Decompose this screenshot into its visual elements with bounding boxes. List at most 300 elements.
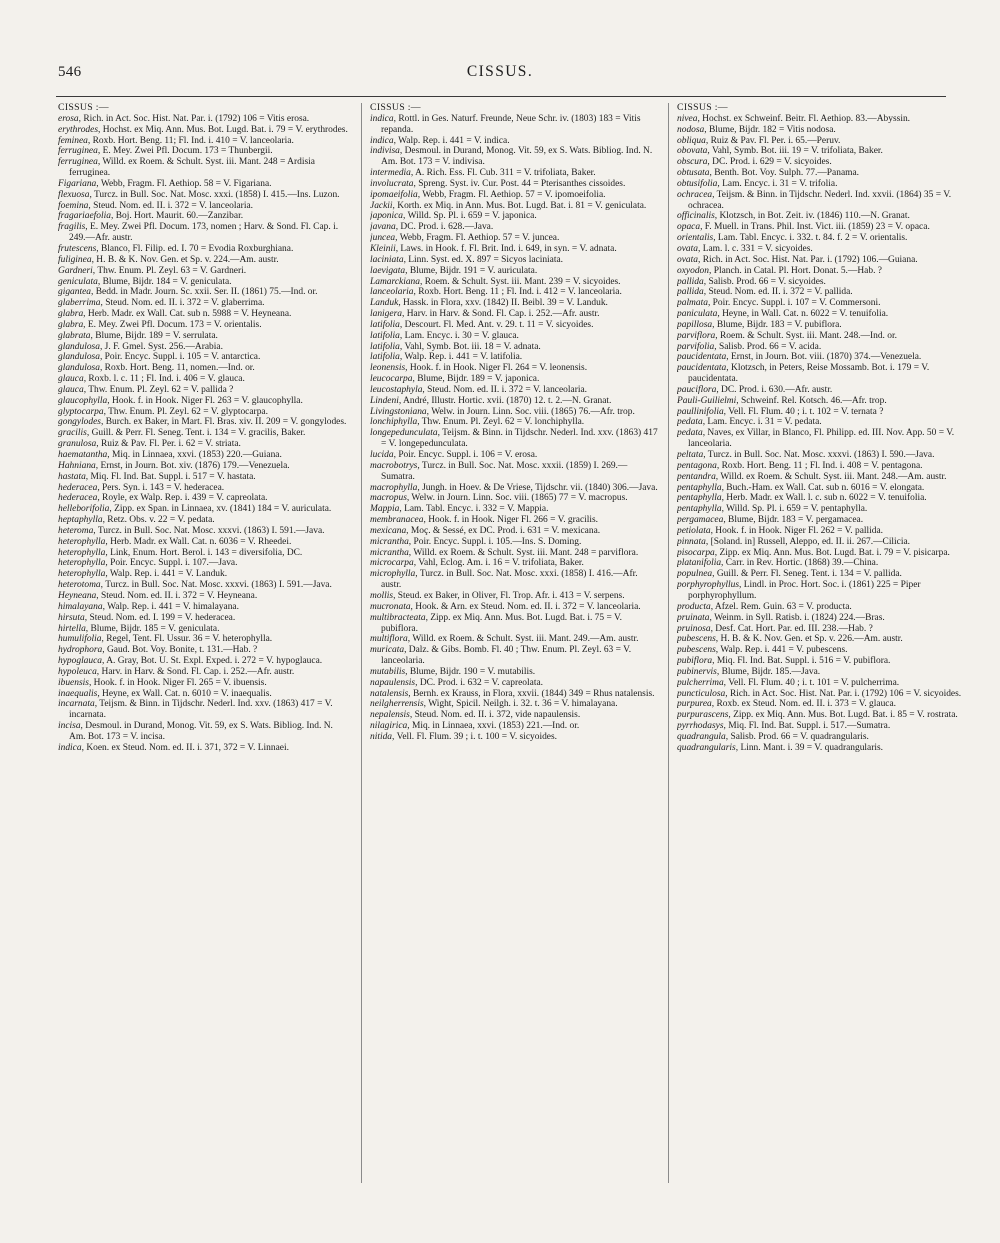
species-name: quadrangularis bbox=[677, 742, 736, 753]
citation-text: , Poir. Encyc. Suppl. i. 107 = V. Commersoni. bbox=[707, 298, 881, 309]
index-entry bbox=[370, 537, 660, 548]
index-entry bbox=[677, 331, 969, 342]
species-name: Figariana bbox=[58, 178, 97, 189]
species-name: pallida bbox=[677, 287, 704, 298]
species-name: microcarpa bbox=[370, 558, 414, 569]
entry-list bbox=[677, 114, 969, 754]
index-entry bbox=[370, 396, 660, 407]
citation-text: , Gaud. Bot. Voy. Bonite, t. 131.—Hab. ? bbox=[102, 645, 258, 656]
index-entry bbox=[677, 667, 969, 678]
species-name: mutabilis bbox=[370, 666, 406, 677]
citation-text: , Willd. Sp. Pl. i. 659 = V. japonica. bbox=[403, 211, 537, 222]
index-entry bbox=[677, 645, 969, 656]
species-name: juncea bbox=[370, 233, 396, 244]
species-name: paucidentata bbox=[677, 363, 727, 374]
index-entry bbox=[58, 417, 350, 428]
species-name: nilagirica bbox=[370, 721, 408, 732]
index-entry bbox=[58, 222, 350, 244]
index-entry bbox=[58, 309, 350, 320]
index-entry bbox=[58, 331, 350, 342]
citation-text: , Turcz. in Bull. Soc. Nat. Mosc. xxxvi. (1863) I. 590.—Java. bbox=[703, 450, 935, 460]
index-entry bbox=[370, 255, 660, 266]
species-name: Lindeni bbox=[370, 395, 399, 406]
species-name: pulcherrima bbox=[677, 677, 724, 688]
species-name: nivea bbox=[677, 113, 698, 124]
citation-text: , H. B. & K. Nov. Gen. et Sp. v. 226.—Am. austr. bbox=[715, 634, 903, 645]
citation-text: , Buch.-Ham. ex Wall. Cat. sub n. 6016 = V. elongata. bbox=[721, 482, 925, 493]
species-name: hypoleuca bbox=[58, 666, 97, 677]
index-entry bbox=[370, 634, 660, 645]
index-entry bbox=[58, 461, 350, 472]
citation-text: , Roem. & Schult. Syst. iii. Mant. 248.—Ind. or. bbox=[715, 330, 897, 341]
citation-text: , Rich. in Act. Soc. Hist. Nat. Par. i. (1792) 106.—Guiana. bbox=[697, 254, 918, 265]
citation-text: , Rich. in Act. Soc. Hist. Nat. Par. i. (1792) 106 = Vitis erosa. bbox=[78, 113, 310, 124]
species-name: nitida bbox=[370, 731, 393, 742]
species-name: ochracea bbox=[677, 189, 713, 200]
species-name: pisocarpa bbox=[677, 547, 715, 558]
citation-text: , Lam. Tabl. Encyc. i. 332. t. 84. f. 2 = V. orientalis. bbox=[713, 233, 908, 244]
species-name: obliqua bbox=[677, 135, 706, 146]
citation-text: , Planch. in Catal. Pl. Hort. Donat. 5.—Hab. ? bbox=[708, 265, 882, 276]
index-entry bbox=[370, 710, 660, 721]
species-name: paniculata bbox=[677, 309, 718, 320]
citation-text: , Miq. in Linnaea, xxvi. (1853) 220.—Guiana. bbox=[107, 450, 282, 460]
species-name: Gardneri bbox=[58, 265, 93, 276]
species-name: indica bbox=[370, 113, 394, 124]
citation-text: , Koen. ex Steud. Nom. ed. II. i. 371, 372 = V. Linnaei. bbox=[81, 742, 289, 753]
species-name: helleborifolia bbox=[58, 504, 110, 515]
species-name: parvifolia bbox=[677, 341, 715, 352]
citation-text: , Weinm. in Syll. Ratisb. i. (1824) 224.—Bras. bbox=[709, 612, 885, 623]
citation-text: , Willd. ex Roem. & Schult. Syst. iii. Mant. 249.—Am. austr. bbox=[407, 634, 639, 645]
citation-text: , A. Rich. Ess. Fl. Cub. 311 = V. trifoliata, Baker. bbox=[410, 168, 596, 179]
species-name: latifolia bbox=[370, 352, 400, 363]
species-name: fragariaefolia bbox=[58, 211, 111, 222]
species-name: haematantha bbox=[58, 450, 108, 460]
text-column-3 bbox=[677, 103, 969, 1231]
index-entry bbox=[58, 602, 350, 613]
column-heading: CISSUS :— bbox=[677, 103, 728, 113]
index-entry bbox=[370, 222, 660, 233]
citation-text: , Zipp. ex Miq. Ann. Mus. Bot. Lugd. Bat. i. 75 = V. pubiflora. bbox=[381, 612, 622, 634]
species-name: granulosa bbox=[58, 439, 97, 450]
citation-text: , Turcz. in Bull. Soc. Nat. Mosc. xxxi. (1858) I. 416.—Afr. austr. bbox=[381, 569, 638, 591]
species-name: macrobotrys bbox=[370, 460, 418, 471]
index-entry bbox=[677, 320, 969, 331]
index-entry bbox=[677, 569, 969, 580]
index-entry bbox=[58, 352, 350, 363]
species-name: pentaphylla bbox=[677, 504, 722, 515]
citation-text: , Thw. Enum. Pl. Zeyl. 62 = V. lonchiphylla. bbox=[417, 417, 585, 428]
index-entry bbox=[58, 613, 350, 624]
index-entry bbox=[58, 342, 350, 353]
citation-text: , Zipp. ex Miq. Ann. Mus. Bot. Lugd. Bat. i. 85 = V. rostrata. bbox=[728, 710, 958, 721]
citation-text: , Blume, Bijdr. 183 = V. pubiflora. bbox=[712, 319, 842, 330]
citation-text: , Salisb. Prod. 66 = V. sicyoides. bbox=[703, 276, 826, 287]
species-name: neilgherrensis bbox=[370, 699, 424, 710]
citation-text: , Steud. ex Baker, in Oliver, Fl. Trop. Afr. i. 413 = V. serpens. bbox=[393, 590, 625, 601]
citation-text: , Teijsm. & Binn. in Tijdschr. Nederl. Ind. xxv. (1863) 417 = V. longepedunculata. bbox=[381, 428, 658, 450]
citation-text: , Lam. Encyc. i. 30 = V. glauca. bbox=[399, 330, 519, 341]
citation-text: , [Soland. in] Russell, Aleppo, ed. II. ii. 267.—Cilicia. bbox=[705, 536, 911, 547]
species-name: Livingstoniana bbox=[370, 406, 427, 417]
index-entry bbox=[58, 483, 350, 494]
index-entry bbox=[677, 461, 969, 472]
index-entry bbox=[370, 613, 660, 635]
species-name: natalensis bbox=[370, 688, 409, 699]
species-name: pinnata bbox=[677, 536, 706, 547]
species-name: heptaphylla bbox=[58, 515, 103, 526]
species-name: heterophylla bbox=[58, 569, 106, 580]
species-name: laevigata bbox=[370, 265, 406, 276]
index-entry bbox=[677, 472, 969, 483]
citation-text: , Wight, Spicil. Neilgh. i. 32. t. 36 = V. himalayana. bbox=[423, 699, 618, 710]
citation-text: , Jungh. in Hoev. & De Vriese, Tijdschr. vii. (1840) 306.—Java. bbox=[417, 482, 658, 493]
species-name: glabrata bbox=[58, 330, 91, 341]
species-name: indica bbox=[58, 742, 82, 753]
citation-text: , Burch. ex Baker, in Mart. Fl. Bras. xiv. II. 209 = V. gongylodes. bbox=[101, 417, 347, 428]
citation-text: , Schweinf. Rel. Kotsch. 46.—Afr. trop. bbox=[736, 395, 887, 406]
species-name: leucostaphyla bbox=[370, 384, 423, 395]
citation-text: , Turcz. in Bull. Soc. Nat. Mosc. xxxvi. (1863) I. 591.—Java. bbox=[93, 525, 325, 536]
species-name: leucocarpa bbox=[370, 374, 413, 385]
citation-text: , Steud. Nom. ed. II. i. 372 = V. lanceolaria. bbox=[88, 200, 253, 211]
index-entry bbox=[677, 363, 969, 385]
citation-text: , Laws. in Hook. f. Fl. Brit. Ind. i. 649, in syn. = V. adnata. bbox=[395, 243, 617, 254]
citation-text: , E. Mey. Zwei Pfl. Docum. 173, nomen ; Harv. & Sond. Fl. Cap. i. 249.—Afr. austr. bbox=[69, 222, 339, 244]
citation-text: , Ernst, in Journ. Bot. viii. (1870) 374.—Venezuela. bbox=[726, 352, 922, 363]
index-entry bbox=[370, 320, 660, 331]
species-name: palmata bbox=[677, 298, 708, 309]
species-name: micrantha bbox=[370, 536, 409, 547]
species-name: lanigera bbox=[370, 309, 402, 320]
species-name: nepalensis bbox=[370, 710, 410, 721]
species-name: pubinervis bbox=[677, 666, 717, 677]
citation-text: , Rottl. in Ges. Naturf. Freunde, Neue Schr. iv. (1803) 183 = Vitis repanda. bbox=[381, 113, 641, 135]
index-entry bbox=[677, 146, 969, 157]
index-entry bbox=[677, 634, 969, 645]
text-column-1 bbox=[58, 103, 350, 1231]
species-name: obovata bbox=[677, 146, 708, 157]
index-entry bbox=[677, 613, 969, 624]
species-name: javana bbox=[370, 222, 396, 233]
citation-text: , Willd. ex Roem. & Schult. Syst. iii. Mant. 248 = Ardisia ferruginea. bbox=[69, 157, 315, 179]
species-name: pubescens bbox=[677, 634, 716, 645]
index-entry bbox=[58, 266, 350, 277]
species-name: purpurascens bbox=[677, 710, 729, 721]
species-name: glabra bbox=[58, 309, 84, 320]
species-name: humulifolia bbox=[58, 634, 102, 645]
species-name: lanceolaria bbox=[370, 287, 414, 298]
citation-text: , Webb, Fragm. Fl. Aethiop. 57 = V. juncea. bbox=[395, 233, 560, 244]
index-entry bbox=[677, 526, 969, 537]
species-name: nodosa bbox=[677, 124, 705, 135]
index-entry bbox=[58, 298, 350, 309]
page-number: 546 bbox=[58, 64, 82, 80]
citation-text: , Vell. Fl. Flum. 39 ; i. t. 100 = V. sicyoides. bbox=[392, 731, 558, 742]
species-name: pallida bbox=[677, 276, 704, 287]
citation-text: , Hook. f. in Hook. Niger Fl. 264 = V. leonensis. bbox=[405, 363, 588, 374]
index-entry bbox=[58, 385, 350, 396]
species-name: multibracteata bbox=[370, 612, 426, 623]
index-entry bbox=[370, 352, 660, 363]
citation-text: , Willd. ex Roem. & Schult. Syst. iii. Mant. 248 = parviflora. bbox=[408, 547, 639, 558]
species-name: gongylodes bbox=[58, 417, 101, 428]
citation-text: , Walp. Rep. i. 441 = V. latifolia. bbox=[399, 352, 523, 363]
citation-text: , Salisb. Prod. 66 = V. acida. bbox=[714, 341, 822, 352]
species-name: glandulosa bbox=[58, 363, 100, 374]
citation-text: , Walp. Rep. i. 441 = V. indica. bbox=[393, 135, 510, 146]
index-entry bbox=[370, 385, 660, 396]
index-entry bbox=[677, 580, 969, 602]
citation-text: , Roxb. Hort. Beng. 11; Fl. Ind. i. 410 = V. lanceolaria. bbox=[87, 135, 294, 146]
species-name: pedata bbox=[677, 428, 703, 439]
index-entry bbox=[370, 493, 660, 504]
index-entry bbox=[58, 157, 350, 179]
index-entry bbox=[370, 569, 660, 591]
column-divider bbox=[361, 103, 362, 1183]
index-entry bbox=[677, 710, 969, 721]
citation-text: , Dalz. & Gibs. Bomb. Fl. 40 ; Thw. Enum. Pl. Zeyl. 63 = V. lanceolaria. bbox=[381, 645, 632, 667]
citation-text: , Hook. f. in Hook. Niger Fl. 265 = V. ibuensis. bbox=[88, 677, 267, 688]
species-name: latifolia bbox=[370, 319, 400, 330]
citation-text: , Hook. f. in Hook. Niger Fl. 266 = V. gracilis. bbox=[423, 515, 599, 526]
index-entry bbox=[370, 699, 660, 710]
species-name: pedata bbox=[677, 417, 703, 428]
citation-text: , DC. Prod. i. 630.—Afr. austr. bbox=[716, 384, 833, 395]
index-entry bbox=[677, 537, 969, 548]
index-entry bbox=[677, 298, 969, 309]
species-name: fuliginea bbox=[58, 254, 92, 265]
species-name: micrantha bbox=[370, 547, 409, 558]
species-name: glauca bbox=[58, 374, 84, 385]
column-heading: CISSUS :— bbox=[58, 103, 109, 113]
citation-text: , DC. Prod. i. 628.—Java. bbox=[395, 222, 494, 233]
citation-text: , Blume, Bijdr. 184 = V. geniculata. bbox=[97, 276, 232, 287]
index-entry bbox=[58, 580, 350, 591]
citation-text: , F. Muell. in Trans. Phil. Inst. Vict. iii. (1859) 23 = V. opaca. bbox=[700, 222, 930, 233]
citation-text: , Korth. ex Miq. in Ann. Mus. Bot. Lugd. Bat. i. 81 = V. geniculata. bbox=[392, 200, 647, 211]
species-name: flexuosa bbox=[58, 189, 90, 200]
index-entry bbox=[58, 721, 350, 743]
species-name: fragilis bbox=[58, 222, 86, 233]
citation-text: , Poir. Encyc. Suppl. i. 105.—Ins. S. Doming. bbox=[408, 536, 582, 547]
species-name: Jackii bbox=[370, 200, 393, 211]
index-entry bbox=[370, 179, 660, 190]
index-entry bbox=[58, 645, 350, 656]
citation-text: , Thw. Enum. Pl. Zeyl. 62 = V. pallida ? bbox=[83, 384, 234, 395]
citation-text: , Blume, Bijdr. 183 = V. pergamacea. bbox=[723, 515, 864, 526]
citation-text: , Lam. Encyc. i. 31 = V. trifolia. bbox=[717, 178, 838, 189]
index-entry bbox=[677, 385, 969, 396]
header-rule bbox=[56, 96, 946, 97]
index-entry bbox=[58, 569, 350, 580]
species-name: heterophylla bbox=[58, 558, 106, 569]
text-column-2 bbox=[370, 103, 660, 1231]
index-entry bbox=[58, 624, 350, 635]
index-entry bbox=[58, 374, 350, 385]
citation-text: , Turcz. in Bull. Soc. Nat. Mosc. xxxvi. (1863) I. 591.—Java. bbox=[100, 580, 332, 591]
species-name: parviflora bbox=[677, 330, 716, 341]
index-entry bbox=[58, 146, 350, 157]
index-entry bbox=[677, 342, 969, 353]
citation-text: , Poir. Encyc. Suppl. i. 105 = V. antarctica. bbox=[99, 352, 261, 363]
species-name: paucidentata bbox=[677, 352, 727, 363]
species-name: ferruginea bbox=[58, 146, 98, 157]
index-entry bbox=[677, 157, 969, 168]
citation-text: , Welw. in Journ. Linn. Soc. viii. (1865) 76.—Afr. trop. bbox=[426, 406, 635, 417]
index-entry bbox=[58, 743, 350, 754]
citation-text: , Lam. l. c. 331 = V. sicyoides. bbox=[697, 243, 813, 254]
citation-text: , Miq. Fl. Ind. Bat. Suppl. i. 517 = V. hastata. bbox=[85, 471, 256, 482]
species-name: petiolata bbox=[677, 525, 711, 536]
index-entry bbox=[370, 363, 660, 374]
species-name: ovata bbox=[677, 243, 698, 254]
index-entry bbox=[677, 558, 969, 569]
index-entry bbox=[370, 146, 660, 168]
citation-text: , Bedd. in Madr. Journ. Sc. xxii. Ser. II. (1861) 75.—Ind. or. bbox=[91, 287, 318, 298]
citation-text: , Klotzsch, in Peters, Reise Mossamb. Bot. i. 179 = V. paucidentata. bbox=[688, 363, 930, 385]
citation-text: , H. B. & K. Nov. Gen. et Sp. v. 224.—Am. austr. bbox=[91, 254, 279, 265]
citation-text: , Webb, Fragm. Fl. Aethiop. 57 = V. ipomoeifolia. bbox=[417, 189, 606, 200]
index-entry bbox=[58, 439, 350, 450]
citation-text: , Herb. Madr. ex Wall. l. c. sub n. 6022 = V. tenuifolia. bbox=[721, 493, 927, 504]
entry-list bbox=[58, 114, 350, 754]
citation-text: , Roxb. Hort. Beng. 11 ; Fl. Ind. i. 412 = V. lanceolaria. bbox=[413, 287, 622, 298]
index-entry bbox=[370, 417, 660, 428]
species-name: muricata bbox=[370, 645, 405, 656]
index-entry bbox=[58, 493, 350, 504]
index-entry bbox=[370, 244, 660, 255]
index-entry bbox=[677, 211, 969, 222]
species-name: macrophylla bbox=[370, 482, 418, 493]
citation-text: , Retz. Obs. v. 22 = V. pedata. bbox=[102, 515, 215, 526]
species-name: laciniata bbox=[370, 254, 404, 265]
citation-text: , Blume, Bijdr. 185.—Java. bbox=[716, 666, 821, 677]
index-entry bbox=[370, 450, 660, 461]
index-entry bbox=[58, 125, 350, 136]
species-name: pentandra bbox=[677, 471, 716, 482]
index-entry bbox=[370, 298, 660, 309]
citation-text: , Royle, ex Walp. Rep. i. 439 = V. capreolata. bbox=[97, 493, 268, 504]
index-entry bbox=[370, 602, 660, 613]
index-entry bbox=[58, 591, 350, 602]
citation-text: , Herb. Madr. ex Wall. Cat. n. 6036 = V. Rheedei. bbox=[105, 536, 292, 547]
citation-text: , Turcz. in Bull. Soc. Nat. Mosc. xxxi. (1858) I. 415.—Ins. Luzon. bbox=[89, 189, 340, 200]
citation-text: , Harv. in Harv. & Sond. Fl. Cap. i. 252.—Afr. austr. bbox=[96, 666, 295, 677]
index-entry bbox=[370, 309, 660, 320]
species-name: ipomaeifolia bbox=[370, 189, 418, 200]
index-entry bbox=[58, 320, 350, 331]
citation-text: , Desmoul. in Durand, Monog. Vit. 59, ex S. Wats. Bibliog. Ind. N. Am. Bot. 173 = V. indivisa. bbox=[381, 146, 653, 168]
species-name: lonchiphylla bbox=[370, 417, 418, 428]
index-entry bbox=[370, 342, 660, 353]
citation-text: , Link, Enum. Hort. Berol. i. 143 = diversifolia, DC. bbox=[105, 547, 303, 558]
citation-text: , A. Gray, Bot. U. St. Expl. Exped. i. 272 = V. hypoglauca. bbox=[102, 656, 323, 667]
index-entry bbox=[370, 548, 660, 559]
citation-text: , Blume, Bijdr. 189 = V. serrulata. bbox=[90, 330, 218, 341]
citation-text: , André, Illustr. Hortic. xvii. (1870) 12. t. 2.—N. Granat. bbox=[398, 395, 612, 406]
species-name: glaberrima bbox=[58, 298, 101, 309]
citation-text: , Miq. Fl. Ind. Bat. Suppl. i. 517.—Sumatra. bbox=[723, 721, 891, 732]
citation-text: , Thw. Enum. Pl. Zeyl. 63 = V. Gardneri. bbox=[92, 265, 247, 276]
index-entry bbox=[58, 363, 350, 374]
citation-text: , Lam. Tabl. Encyc. i. 332 = V. Mappia. bbox=[399, 504, 549, 515]
index-entry bbox=[677, 179, 969, 190]
citation-text: , Turcz. in Bull. Soc. Nat. Mosc. xxxii. (1859) I. 269.—Sumatra. bbox=[381, 460, 628, 482]
index-entry bbox=[370, 233, 660, 244]
index-entry bbox=[677, 352, 969, 363]
species-name: platanifolia bbox=[677, 558, 722, 569]
citation-text: , Blume, Bijdr. 182 = Vitis nodosa. bbox=[704, 124, 836, 135]
species-name: indivisa bbox=[370, 146, 400, 157]
index-entry bbox=[370, 211, 660, 222]
citation-text: , E. Mey. Zwei Pfl. Docum. 173 = Thunbergii. bbox=[97, 146, 273, 157]
citation-text: , Poir. Encyc. Suppl. i. 106 = V. erosa. bbox=[393, 450, 538, 460]
species-name: erythrodes bbox=[58, 124, 99, 135]
species-name: frutescens bbox=[58, 243, 97, 254]
species-name: mollis bbox=[370, 590, 394, 601]
page-header bbox=[0, 0, 1000, 100]
index-entry bbox=[677, 548, 969, 559]
index-entry bbox=[677, 222, 969, 233]
citation-text: , Hassk. in Flora, xxv. (1842) II. Beibl. 39 = V. Landuk. bbox=[398, 298, 608, 309]
citation-text: , Herb. Madr. ex Wall. Cat. sub n. 5988 = V. Heyneana. bbox=[83, 309, 292, 320]
index-entry bbox=[58, 136, 350, 147]
citation-text: , Regel, Tent. Fl. Ussur. 36 = V. heterophylla. bbox=[101, 634, 273, 645]
column-heading: CISSUS :— bbox=[370, 103, 421, 113]
index-entry bbox=[677, 417, 969, 428]
species-name: pruinosa bbox=[677, 623, 711, 634]
index-entry bbox=[370, 558, 660, 569]
citation-text: , Roxb. l. c. 11 ; Fl. Ind. i. 406 = V. glauca. bbox=[83, 374, 245, 385]
species-name: macropus bbox=[370, 493, 407, 504]
citation-text: , Hochst. ex Schweinf. Beitr. Fl. Aethiop. 83.—Abyssin. bbox=[697, 113, 911, 124]
citation-text: , Salisb. Prod. 66 = V. quadrangularis. bbox=[725, 731, 869, 742]
index-entry bbox=[370, 591, 660, 602]
index-entry bbox=[58, 114, 350, 125]
species-name: latifolia bbox=[370, 330, 400, 341]
citation-text: , Heyne, in Wall. Cat. n. 6022 = V. tenuifolia. bbox=[717, 309, 889, 320]
species-name: obtusata bbox=[677, 168, 710, 179]
index-entry bbox=[370, 732, 660, 743]
citation-text: , Blanco, Fl. Filip. ed. I. 70 = Evodia Roxburghiana. bbox=[96, 243, 294, 254]
index-entry bbox=[370, 721, 660, 732]
species-name: heteroma bbox=[58, 525, 94, 536]
index-entry bbox=[677, 721, 969, 732]
citation-text: , Vahl, Symb. Bot. iii. 19 = V. trifoliata, Baker. bbox=[707, 146, 883, 157]
index-entry bbox=[58, 428, 350, 439]
citation-text: , Vell. Fl. Flum. 40 ; i. t. 102 = V. ternata ? bbox=[723, 406, 884, 417]
species-name: pentaphylla bbox=[677, 482, 722, 493]
citation-text: , Ernst, in Journ. Bot. xiv. (1876) 179.—Venezuela. bbox=[95, 460, 290, 471]
index-entry bbox=[677, 244, 969, 255]
index-entry bbox=[58, 179, 350, 190]
citation-text: , Hook. & Arn. ex Steud. Nom. ed. II. i. 372 = V. lanceolaria. bbox=[410, 601, 641, 612]
index-entry bbox=[58, 689, 350, 700]
species-name: opaca bbox=[677, 222, 701, 233]
citation-text: , Walp. Rep. i. 441 = V. pubescens. bbox=[715, 645, 848, 656]
species-name: pauciflora bbox=[677, 384, 717, 395]
citation-text: , Thw. Enum. Pl. Zeyl. 62 = V. glyptocarpa. bbox=[103, 406, 268, 417]
index-entry bbox=[58, 634, 350, 645]
citation-text: , DC. Prod. i. 629 = V. sicyoides. bbox=[707, 157, 832, 168]
index-entry bbox=[677, 277, 969, 288]
index-entry bbox=[58, 504, 350, 515]
species-name: quadrangula bbox=[677, 731, 726, 742]
citation-text: , Roxb. Hort. Beng. 11, nomen.—Ind. or. bbox=[99, 363, 255, 374]
species-name: papillosa bbox=[677, 319, 713, 330]
